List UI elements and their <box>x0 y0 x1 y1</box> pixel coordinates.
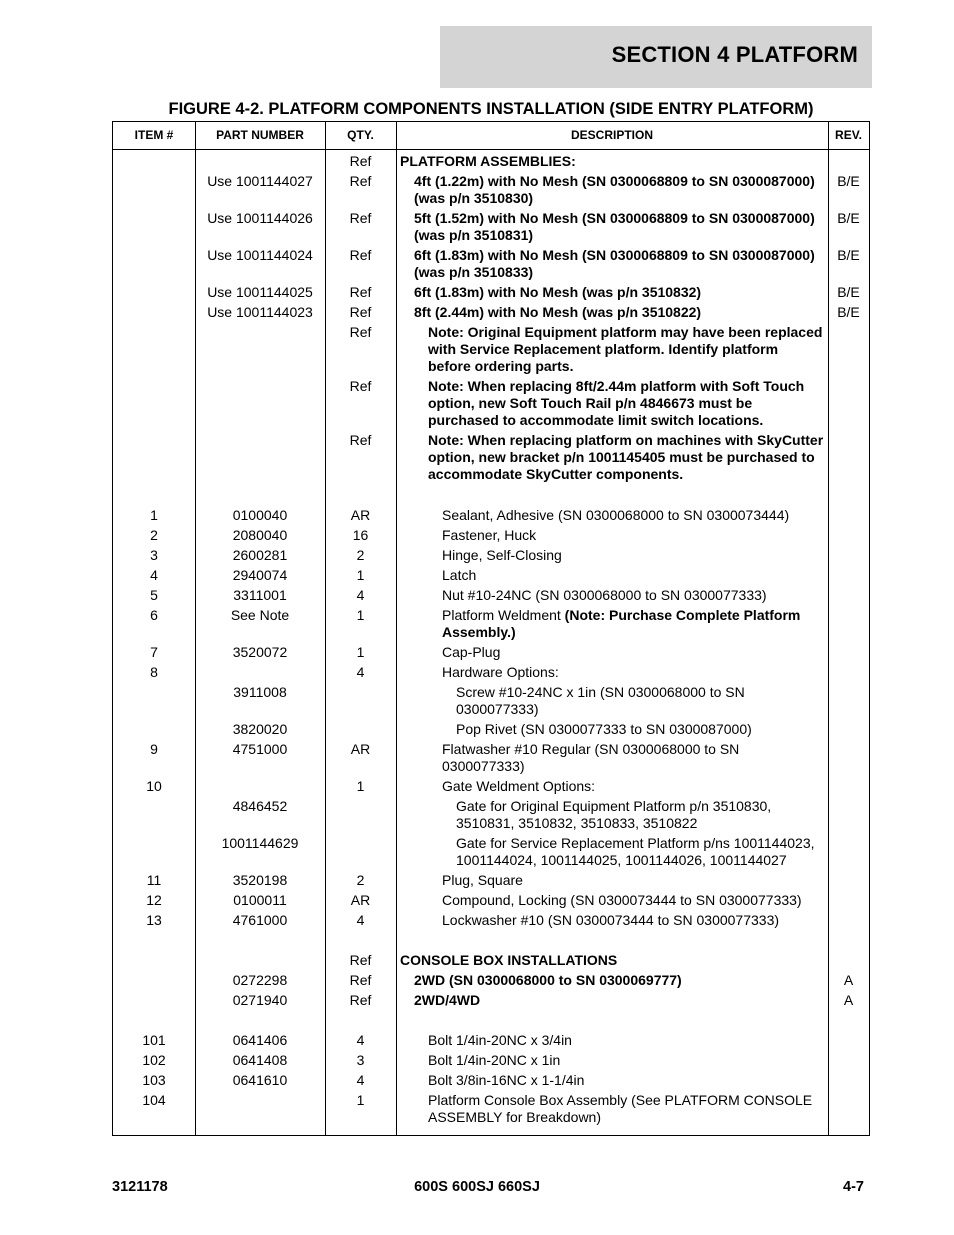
part-number-cell: 4751000 <box>232 741 288 757</box>
table-row <box>113 644 869 661</box>
description-cell <box>396 741 828 775</box>
description-cell <box>396 587 828 604</box>
revision-cell: B/E <box>837 173 860 189</box>
qty-cell: 4 <box>356 912 365 928</box>
description-cell <box>396 153 828 170</box>
description-text: Plug, Square <box>442 872 523 888</box>
table-row <box>113 153 869 170</box>
qty-cell: 2 <box>356 547 365 563</box>
column-header-item: ITEM # <box>134 128 174 142</box>
table-row <box>113 992 869 1009</box>
footer-model-list: 600S 600SJ 660SJ <box>414 1179 540 1195</box>
part-number-cell: 0272298 <box>232 972 288 988</box>
part-number-cell: 4761000 <box>232 912 288 928</box>
item-number-cell <box>113 173 195 207</box>
description-cell <box>396 284 828 301</box>
item-number-cell: 103 <box>142 1072 166 1088</box>
description-cell <box>396 1072 828 1089</box>
description-text: Gate Weldment Options: <box>442 778 596 794</box>
part-number-cell: Use 1001144023 <box>207 304 313 320</box>
item-number-cell <box>113 247 195 281</box>
qty-cell: Ref <box>349 952 372 968</box>
revision-cell <box>828 741 869 775</box>
description-cell <box>396 778 828 795</box>
item-number-cell <box>113 798 195 832</box>
part-number-cell <box>195 952 325 969</box>
description-text: Hinge, Self-Closing <box>442 547 562 563</box>
revision-cell <box>828 912 869 929</box>
qty-cell: 4 <box>356 587 365 603</box>
table-row <box>113 507 869 524</box>
description-cell <box>396 992 828 1009</box>
description-cell <box>396 952 828 969</box>
description-text: Note: When replacing 8ft/2.44m platform with Soft Touch option, new Soft Touch Rail p/n 4846673 must be purchased to accommodate limit switch locations. <box>428 378 805 428</box>
qty-cell: AR <box>350 507 371 523</box>
qty-cell: Ref <box>349 972 372 988</box>
item-number-cell <box>113 304 195 321</box>
part-number-cell: 0271940 <box>232 992 288 1008</box>
description-cell <box>396 1092 828 1126</box>
item-number-cell: 10 <box>146 778 162 794</box>
part-number-cell: 4846452 <box>232 798 288 814</box>
table-row <box>113 664 869 681</box>
item-number-cell: 13 <box>146 912 162 928</box>
description-cell <box>396 507 828 524</box>
item-number-cell <box>113 324 195 375</box>
qty-cell: Ref <box>349 210 372 226</box>
item-number-cell <box>113 153 195 170</box>
revision-cell: A <box>843 972 854 988</box>
table-row <box>113 210 869 244</box>
part-number-cell <box>195 778 325 795</box>
description-cell <box>396 1052 828 1069</box>
column-header-part-number: PART NUMBER <box>216 128 304 142</box>
part-number-cell: 2080040 <box>232 527 288 543</box>
revision-cell <box>828 1052 869 1069</box>
revision-cell: B/E <box>837 284 860 300</box>
qty-cell: 1 <box>356 778 365 794</box>
item-number-cell: 9 <box>150 741 158 757</box>
item-number-cell <box>113 952 195 969</box>
qty-cell: 4 <box>356 664 365 680</box>
description-cell <box>396 432 828 483</box>
description-text: Fastener, Huck <box>442 527 537 543</box>
item-number-cell: 4 <box>150 567 158 583</box>
qty-cell <box>325 684 396 718</box>
item-number-cell: 104 <box>142 1092 166 1108</box>
table-row <box>113 1072 869 1089</box>
description-bold-note: (Note: Purchase Complete Platform Assembly.) <box>442 607 801 640</box>
qty-cell: Ref <box>349 304 372 320</box>
description-text: Gate for Original Equipment Platform p/n 3510830, 3510831, 3510832, 3510833, 3510822 <box>456 798 772 831</box>
revision-cell <box>828 547 869 564</box>
description-cell <box>396 324 828 375</box>
part-number-cell: 0641610 <box>232 1072 288 1088</box>
qty-cell <box>325 798 396 832</box>
description-cell <box>396 247 828 281</box>
part-number-cell: 1001144629 <box>221 835 299 851</box>
item-number-cell <box>113 432 195 483</box>
description-cell <box>396 644 828 661</box>
qty-cell <box>325 721 396 738</box>
revision-cell <box>828 892 869 909</box>
revision-cell <box>828 644 869 661</box>
description-text: Lockwasher #10 (SN 0300073444 to SN 0300077333) <box>442 912 780 928</box>
part-number-cell: 3911008 <box>233 684 287 700</box>
revision-cell <box>828 684 869 718</box>
item-number-cell: 1 <box>150 507 158 523</box>
revision-cell <box>828 587 869 604</box>
part-number-cell: 3520198 <box>232 872 288 888</box>
item-number-cell: 12 <box>146 892 162 908</box>
figure-title: FIGURE 4-2. PLATFORM COMPONENTS INSTALLATION (SIDE ENTRY PLATFORM) <box>168 100 814 118</box>
revision-cell <box>828 607 869 641</box>
part-number-cell: Use 1001144025 <box>207 284 313 300</box>
qty-cell: Ref <box>349 153 372 169</box>
description-text: 4ft (1.22m) with No Mesh (SN 0300068809 to SN 0300087000) (was p/n 3510830) <box>414 173 815 206</box>
qty-cell: 1 <box>356 567 365 583</box>
revision-cell <box>828 1072 869 1089</box>
item-number-cell <box>113 972 195 989</box>
item-number-cell <box>113 210 195 244</box>
item-number-cell: 8 <box>150 664 158 680</box>
qty-cell: 2 <box>356 872 365 888</box>
item-number-cell <box>113 992 195 1009</box>
revision-cell <box>828 527 869 544</box>
qty-cell: Ref <box>349 324 372 340</box>
description-cell <box>396 378 828 429</box>
table-row <box>113 684 869 718</box>
item-number-cell: 101 <box>142 1032 166 1048</box>
description-text: Gate for Service Replacement Platform p/ns 1001144023, 1001144024, 1001144025, 1001144026, 1001144027 <box>456 835 815 868</box>
table-row <box>113 324 869 375</box>
description-cell <box>396 798 828 832</box>
revision-cell <box>828 872 869 889</box>
qty-cell: AR <box>350 892 371 908</box>
revision-cell <box>828 153 869 170</box>
table-row <box>113 778 869 795</box>
part-number-cell: 0641408 <box>232 1052 288 1068</box>
qty-cell: 3 <box>356 1052 365 1068</box>
description-cell <box>396 972 828 989</box>
parts-table <box>112 121 870 1136</box>
table-row <box>113 304 869 321</box>
table-row <box>113 587 869 604</box>
part-number-cell: 3311001 <box>233 587 287 603</box>
section-header-band <box>440 26 872 88</box>
description-text: Bolt 3/8in-16NC x 1-1/4in <box>428 1072 585 1088</box>
description-cell <box>396 1032 828 1049</box>
description-text: Latch <box>442 567 477 583</box>
footer-document-number: 3121178 <box>112 1179 168 1195</box>
table-body <box>113 150 869 1126</box>
description-text: Compound, Locking (SN 0300073444 to SN 0300077333) <box>442 892 802 908</box>
qty-cell: Ref <box>349 992 372 1008</box>
table-row <box>113 1052 869 1069</box>
revision-cell <box>828 835 869 869</box>
description-text: 2WD/4WD <box>414 992 481 1008</box>
revision-cell <box>828 721 869 738</box>
description-cell <box>396 547 828 564</box>
description-cell <box>396 664 828 681</box>
item-number-cell <box>113 835 195 869</box>
revision-cell <box>828 1032 869 1049</box>
part-number-cell <box>195 324 325 375</box>
qty-cell: 4 <box>356 1072 365 1088</box>
revision-cell <box>828 507 869 524</box>
description-text: CONSOLE BOX INSTALLATIONS <box>400 952 618 968</box>
revision-cell <box>828 778 869 795</box>
description-cell <box>396 912 828 929</box>
description-text: Note: Original Equipment platform may have been replaced with Service Replacement platform. Identify platform before ordering parts. <box>428 324 823 374</box>
item-number-cell <box>113 684 195 718</box>
revision-cell <box>828 567 869 584</box>
table-row <box>113 972 869 989</box>
qty-cell: 16 <box>352 527 369 543</box>
part-number-cell: 2600281 <box>232 547 288 563</box>
description-text: 5ft (1.52m) with No Mesh (SN 0300068809 to SN 0300087000) (was p/n 3510831) <box>414 210 815 243</box>
table-row <box>113 798 869 832</box>
description-text: Bolt 1/4in-20NC x 3/4in <box>428 1032 572 1048</box>
part-number-cell: See Note <box>230 607 290 623</box>
table-header-row <box>113 122 869 150</box>
item-number-cell: 11 <box>146 872 162 888</box>
part-number-cell <box>195 432 325 483</box>
revision-cell <box>828 798 869 832</box>
description-cell <box>396 607 828 641</box>
description-text: PLATFORM ASSEMBLIES: <box>400 153 576 169</box>
table-row <box>113 952 869 969</box>
item-number-cell: 5 <box>150 587 158 603</box>
qty-cell: 1 <box>356 607 365 623</box>
qty-cell: 1 <box>356 644 365 660</box>
revision-cell <box>828 432 869 483</box>
description-text: 6ft (1.83m) with No Mesh (was p/n 3510832) <box>414 284 702 300</box>
table-row <box>113 432 869 483</box>
qty-cell: Ref <box>349 284 372 300</box>
table-row <box>113 1032 869 1049</box>
part-number-cell: Use 1001144024 <box>207 247 313 263</box>
table-row <box>113 247 869 281</box>
item-number-cell: 3 <box>150 547 158 563</box>
item-number-cell: 2 <box>150 527 158 543</box>
description-cell <box>396 567 828 584</box>
qty-cell: Ref <box>349 173 372 189</box>
part-number-cell <box>195 1092 325 1126</box>
table-row <box>113 835 869 869</box>
revision-cell: B/E <box>837 210 860 226</box>
description-text: Pop Rivet (SN 0300077333 to SN 0300087000) <box>456 721 752 737</box>
part-number-cell <box>195 664 325 681</box>
description-text: Cap-Plug <box>442 644 501 660</box>
table-row <box>113 527 869 544</box>
item-number-cell: 7 <box>150 644 158 660</box>
description-text: Sealant, Adhesive (SN 0300068000 to SN 0300073444) <box>442 507 790 523</box>
table-row <box>113 1092 869 1126</box>
description-text: Platform Console Box Assembly (See PLATFORM CONSOLE ASSEMBLY for Breakdown) <box>428 1092 813 1125</box>
revision-cell: B/E <box>837 247 860 263</box>
part-number-cell <box>195 153 325 170</box>
part-number-cell: 2940074 <box>232 567 288 583</box>
description-cell <box>396 872 828 889</box>
revision-cell <box>828 324 869 375</box>
description-cell <box>396 684 828 718</box>
description-cell <box>396 835 828 869</box>
revision-cell <box>828 1092 869 1126</box>
description-text: Hardware Options: <box>442 664 559 680</box>
part-number-cell: 3820020 <box>232 721 288 737</box>
revision-cell <box>828 664 869 681</box>
table-row <box>113 741 869 775</box>
revision-cell <box>828 952 869 969</box>
item-number-cell <box>113 378 195 429</box>
table-row <box>113 173 869 207</box>
item-number-cell <box>113 721 195 738</box>
revision-cell: A <box>843 992 854 1008</box>
part-number-cell: Use 1001144027 <box>207 173 313 189</box>
item-number-cell: 102 <box>142 1052 166 1068</box>
item-number-cell: 6 <box>150 607 158 623</box>
footer-page-number: 4-7 <box>843 1179 864 1195</box>
column-header-qty: QTY. <box>347 128 374 142</box>
table-row <box>113 284 869 301</box>
description-text: 6ft (1.83m) with No Mesh (SN 0300068809 to SN 0300087000) (was p/n 3510833) <box>414 247 815 280</box>
description-text: Note: When replacing platform on machines with SkyCutter option, new bracket p/n 1001145405 must be purchased to accommodate SkyCutter components. <box>428 432 824 482</box>
part-number-cell: 0641406 <box>232 1032 288 1048</box>
table-row <box>113 547 869 564</box>
description-cell <box>396 527 828 544</box>
part-number-cell: 0100040 <box>232 507 288 523</box>
description-cell <box>396 892 828 909</box>
description-text: Flatwasher #10 Regular (SN 0300068000 to SN 0300077333) <box>442 741 740 774</box>
column-header-rev: REV. <box>835 128 862 142</box>
qty-cell: Ref <box>349 432 372 448</box>
table-row <box>113 378 869 429</box>
part-number-cell: Use 1001144026 <box>207 210 313 226</box>
qty-cell: Ref <box>349 247 372 263</box>
table-row <box>113 872 869 889</box>
qty-cell: AR <box>350 741 371 757</box>
revision-cell <box>828 378 869 429</box>
description-cell <box>396 210 828 244</box>
description-text: Nut #10-24NC (SN 0300068000 to SN 0300077333) <box>442 587 767 603</box>
description-text: Screw #10-24NC x 1in (SN 0300068000 to SN 0300077333) <box>456 684 745 717</box>
table-row <box>113 892 869 909</box>
description-text: 8ft (2.44m) with No Mesh (was p/n 3510822) <box>414 304 702 320</box>
table-row <box>113 567 869 584</box>
description-cell <box>396 721 828 738</box>
item-number-cell <box>113 284 195 301</box>
description-text: Bolt 1/4in-20NC x 1in <box>428 1052 561 1068</box>
description-cell <box>396 304 828 321</box>
description-text: 2WD (SN 0300068000 to SN 0300069777) <box>414 972 682 988</box>
description-cell <box>396 173 828 207</box>
column-header-description: DESCRIPTION <box>570 128 653 142</box>
description-text: Platform Weldment <box>442 607 565 623</box>
part-number-cell <box>195 378 325 429</box>
qty-cell <box>325 835 396 869</box>
revision-cell: B/E <box>837 304 860 320</box>
part-number-cell: 0100011 <box>233 892 287 908</box>
table-row <box>113 912 869 929</box>
table-row <box>113 607 869 641</box>
qty-cell: 1 <box>356 1092 365 1108</box>
qty-cell: 4 <box>356 1032 365 1048</box>
qty-cell: Ref <box>349 378 372 394</box>
section-title: SECTION 4 PLATFORM <box>611 42 858 67</box>
table-row <box>113 721 869 738</box>
part-number-cell: 3520072 <box>232 644 288 660</box>
